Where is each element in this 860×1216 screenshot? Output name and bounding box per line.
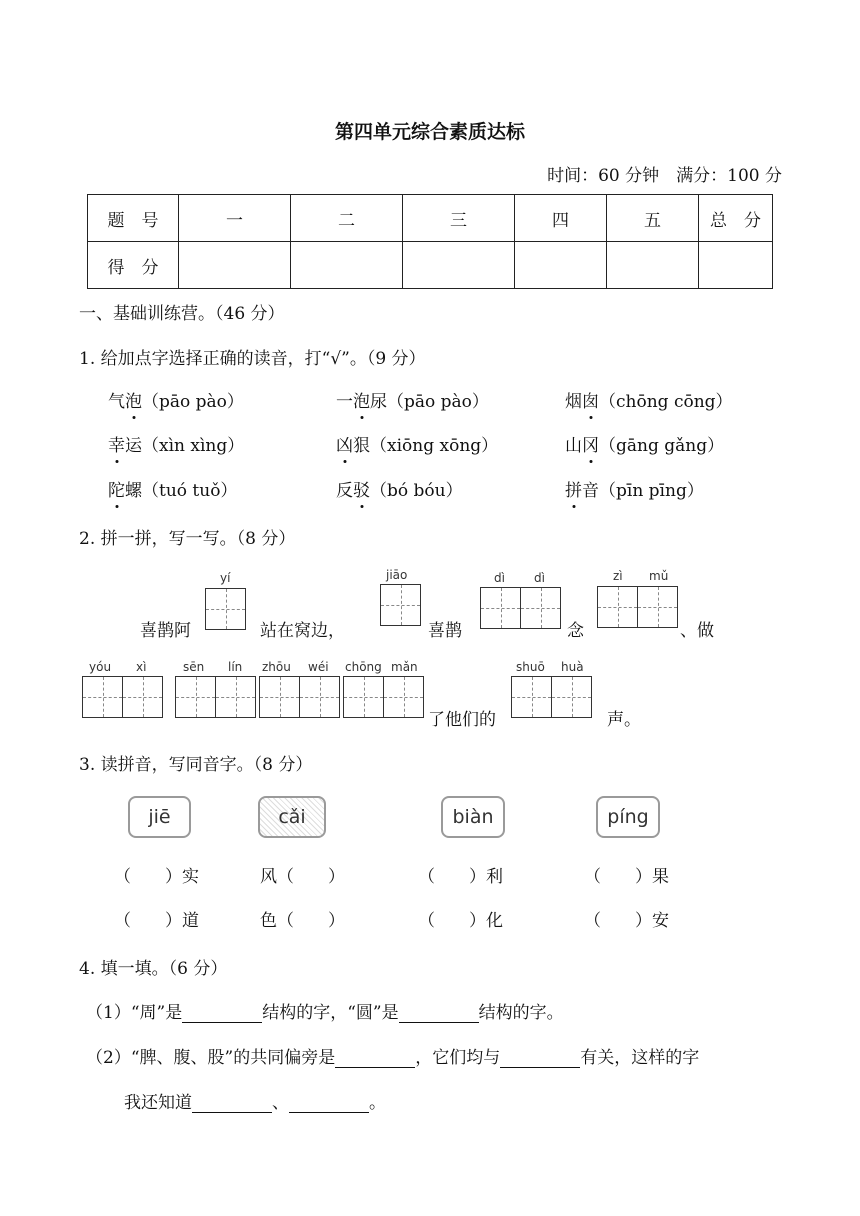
score-value-row: [88, 242, 773, 289]
answer-blank[interactable]: [335, 1049, 415, 1068]
score-input-cell[interactable]: [699, 242, 773, 289]
reading-item[interactable]: 山冈（gāng gǎng）: [565, 431, 724, 456]
pinyin-label: xì: [136, 660, 147, 674]
question-2-title: 2. 拼一拼，写一写。（8 分）: [79, 529, 296, 549]
score-header-cell: 二: [291, 195, 403, 242]
score-label-cell: 得 分: [88, 242, 179, 289]
pinyin-label: dì: [494, 571, 505, 585]
sentence-text: 喜鹊: [428, 621, 462, 641]
pinyin-label: mǔ: [649, 569, 669, 583]
pinyin-card: biàn: [441, 796, 505, 838]
pinyin-label: zì: [613, 569, 623, 583]
pinyin-label: wéi: [308, 660, 329, 674]
reading-item[interactable]: 陀螺（tuó tuǒ）: [108, 476, 237, 501]
score-input-cell[interactable]: [179, 242, 291, 289]
homophone-blank[interactable]: （ ）化: [418, 911, 503, 931]
pinyin-label: dì: [534, 571, 545, 585]
reading-item[interactable]: 凶狠（xiōng xōng）: [336, 431, 498, 456]
writing-grid[interactable]: [205, 588, 246, 630]
score-table: [87, 194, 773, 289]
sentence-text: 声。: [607, 710, 641, 730]
score-header-cell: 五: [607, 195, 699, 242]
homophone-blank[interactable]: （ ）利: [418, 867, 503, 887]
question-1-title: 1. 给加点字选择正确的读音，打“√”。（9 分）: [79, 349, 426, 369]
fill-line-3: 我还知道 、 。: [124, 1093, 386, 1113]
reading-item[interactable]: 拼音（pīn pīng）: [565, 476, 704, 501]
homophone-blank[interactable]: （ ）道: [114, 911, 199, 931]
answer-blank[interactable]: [500, 1049, 580, 1068]
answer-blank[interactable]: [182, 1004, 262, 1023]
reading-item[interactable]: 烟囱（chōng cōng）: [565, 387, 733, 412]
reading-item[interactable]: 一泡尿（pāo pào）: [336, 387, 489, 412]
writing-grid[interactable]: [82, 676, 163, 718]
question-3-title: 3. 读拼音，写同音字。（8 分）: [79, 755, 313, 775]
pinyin-card: cǎi: [258, 796, 326, 838]
writing-grid[interactable]: [175, 676, 256, 718]
answer-blank[interactable]: [192, 1094, 272, 1113]
pinyin-label: chōng: [345, 660, 382, 674]
score-header-cell: 总 分: [699, 195, 773, 242]
pinyin-label: lín: [228, 660, 243, 674]
reading-item[interactable]: 幸运（xìn xìng）: [108, 431, 244, 456]
homophone-blank[interactable]: （ ）安: [584, 911, 669, 931]
fill-line-2: （2）“脾、腹、股”的共同偏旁是 ，它们均与 有关，这样的字: [86, 1048, 700, 1068]
question-4-title: 4. 填一填。（6 分）: [79, 959, 228, 979]
score-input-cell[interactable]: [291, 242, 403, 289]
fill-line-1: （1）“周”是 结构的字，“圆”是 结构的字。: [86, 1003, 564, 1023]
score-input-cell[interactable]: [403, 242, 515, 289]
writing-grid[interactable]: [343, 676, 424, 718]
score-header-cell: 四: [515, 195, 607, 242]
homophone-blank[interactable]: （ ）果: [584, 867, 669, 887]
score-header-cell: 题 号: [88, 195, 179, 242]
writing-grid[interactable]: [480, 587, 561, 629]
answer-blank[interactable]: [289, 1094, 369, 1113]
score-input-cell[interactable]: [607, 242, 699, 289]
score-header-cell: 一: [179, 195, 291, 242]
writing-grid[interactable]: [511, 676, 592, 718]
pinyin-label: shuō: [516, 660, 545, 674]
writing-grid[interactable]: [259, 676, 340, 718]
homophone-blank[interactable]: （ ）实: [114, 867, 199, 887]
score-header-cell: 三: [403, 195, 515, 242]
reading-item[interactable]: 气泡（pāo pào）: [108, 387, 244, 412]
page-title: 第四单元综合素质达标: [334, 121, 525, 143]
section-heading: 一、基础训练营。（46 分）: [79, 304, 285, 324]
homophone-blank[interactable]: 风（ ）: [260, 867, 345, 887]
pinyin-card: jiē: [128, 796, 191, 838]
reading-item[interactable]: 反驳（bó bóu）: [336, 476, 463, 501]
pinyin-label: sēn: [183, 660, 205, 674]
sentence-text: 、做: [680, 621, 714, 641]
writing-grid[interactable]: [597, 586, 678, 628]
score-header-row: [88, 195, 773, 242]
sentence-text: 喜鹊阿: [140, 621, 191, 641]
sentence-text: 念: [567, 621, 584, 641]
score-input-cell[interactable]: [515, 242, 607, 289]
pinyin-card: píng: [596, 796, 660, 838]
pinyin-label: zhōu: [262, 660, 291, 674]
pinyin-label: mǎn: [391, 660, 418, 674]
writing-grid[interactable]: [380, 584, 421, 626]
sentence-text: 站在窝边，: [260, 621, 345, 641]
time-info: 时间：60 分钟 满分：100 分: [547, 166, 782, 186]
sentence-text: 了他们的: [428, 710, 496, 730]
pinyin-label: jiāo: [386, 568, 408, 582]
homophone-blank[interactable]: 色（ ）: [260, 911, 345, 931]
pinyin-label: huà: [561, 660, 584, 674]
pinyin-label: yóu: [89, 660, 112, 674]
pinyin-label: yí: [220, 571, 231, 585]
answer-blank[interactable]: [399, 1004, 479, 1023]
